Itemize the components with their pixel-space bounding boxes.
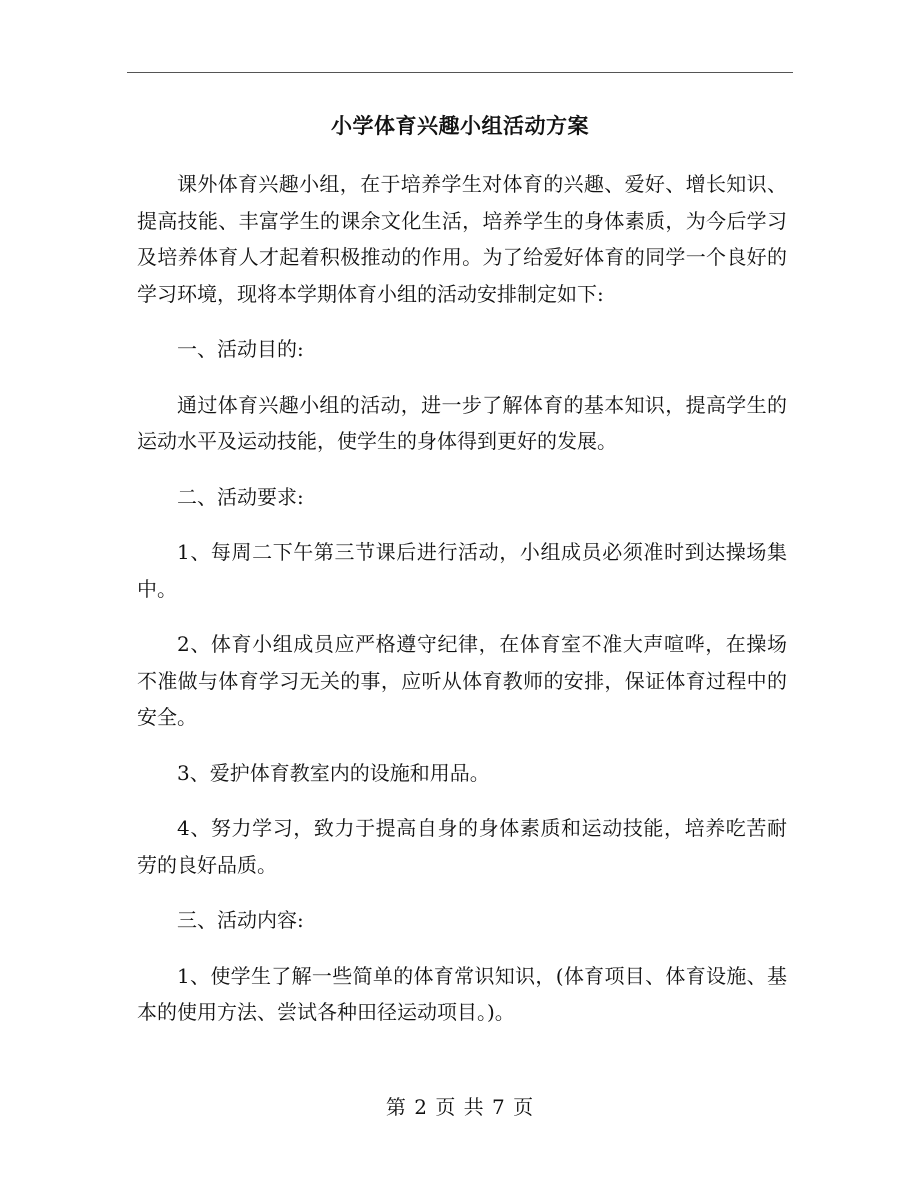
paragraph-activity-purpose: 通过体育兴趣小组的活动，进一步了解体育的基本知识，提高学生的运动水平及运动技能，使学生的身体得到更好的发展。 [137,392,787,453]
document-body [137,166,787,1050]
document-title: 小学体育兴趣小组活动方案 [331,114,589,138]
requirement-item-2: 2、体育小组成员应严格遵守纪律，在体育室不准大声喧哗，在操场不准做与体育学习无关的事，应听从体育教师的安排，保证体育过程中的安全。 [137,632,787,729]
header-rule [127,72,793,73]
content-item-1: 1、使学生了解一些简单的体育常识知识，(体育项目、体育设施、基本的使用方法、尝试各种田径运动项目。)。 [137,963,787,1024]
paragraph-intro: 课外体育兴趣小组，在于培养学生对体育的兴趣、爱好、增长知识、提高技能、丰富学生的课余文化生活，培养学生的身体素质，为今后学习及培养体育人才起着积极推动的作用。为了给爱好体育的同学一个良好的学习环境，现将本学期体育小组的活动安排制定如下: [137,172,787,306]
requirement-item-3: 3、爱护体育教室内的设施和用品。 [177,760,490,785]
heading-activity-content: 三、活动内容: [177,908,304,932]
requirement-item-4: 4、努力学习，致力于提高自身的身体素质和运动技能，培养吃苦耐劳的良好品质。 [137,816,787,877]
heading-activity-purpose: 一、活动目的: [177,337,304,361]
page-number: 第 2 页 共 7 页 [385,1095,535,1119]
heading-activity-requirements: 二、活动要求: [177,484,304,509]
requirement-item-1: 1、每周二下午第三节课后进行活动，小组成员必须准时到达操场集中。 [137,540,787,601]
